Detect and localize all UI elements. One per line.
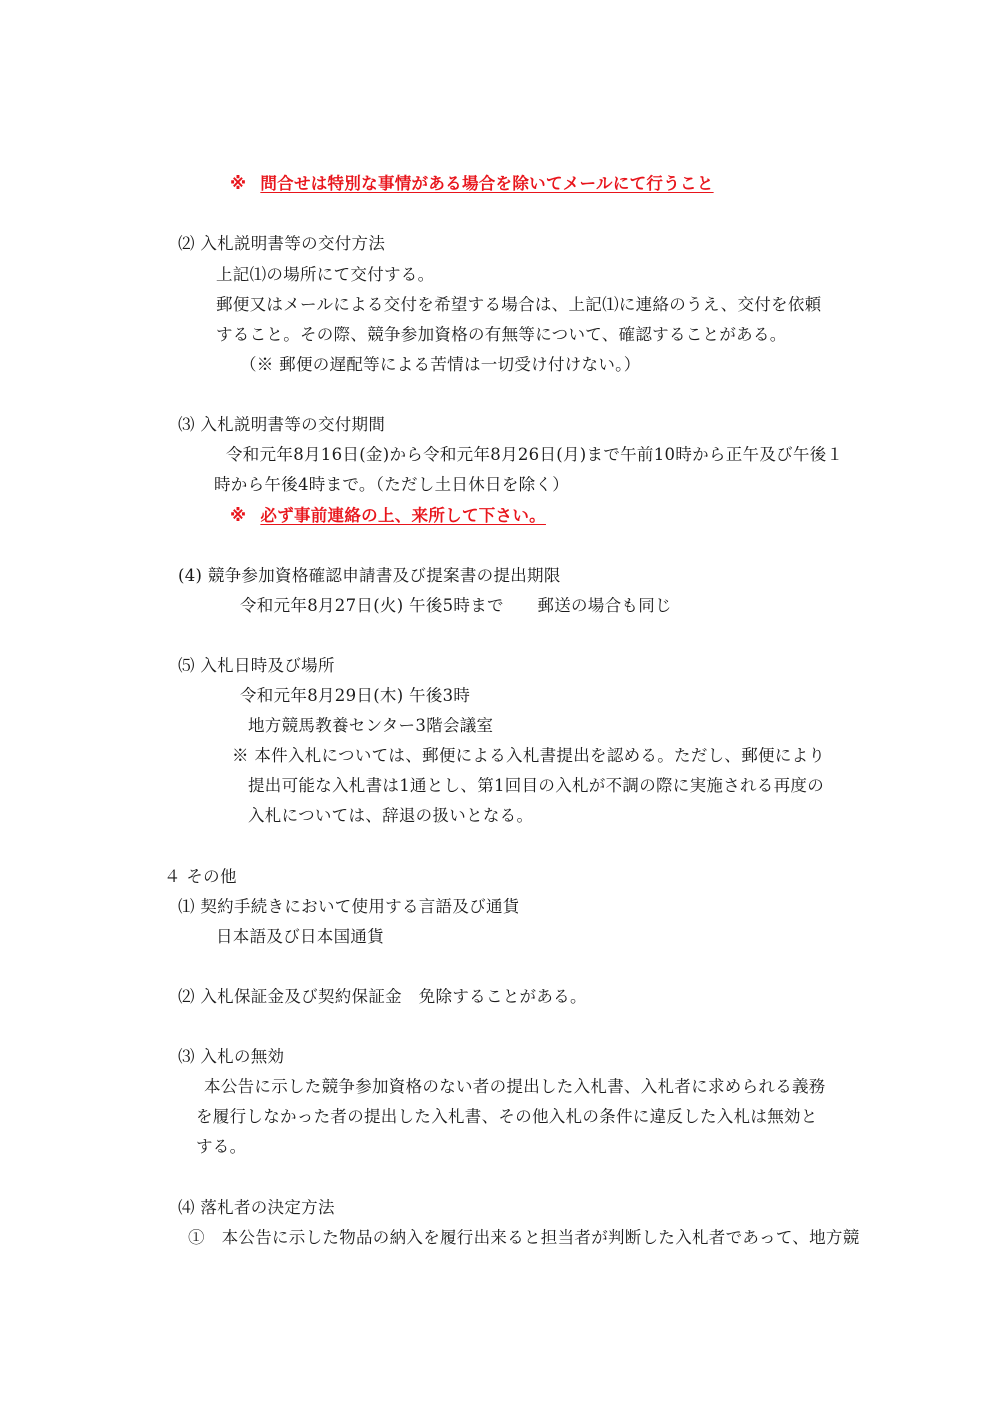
- section-5-line-4: 提出可能な入札書は1通とし、第1回目の入札が不調の際に実施される再度の: [248, 776, 824, 795]
- section-4-line: 令和元年8月27日(火) 午後5時まで 郵送の場合も同じ: [240, 596, 672, 615]
- section-5-line-5: 入札については、辞退の扱いとなる。: [248, 806, 534, 825]
- part-4-s3-heading: ⑶ 入札の無効: [178, 1047, 285, 1066]
- section-2-line-4: （※ 郵便の遅配等による苦情は一切受け付けない。）: [240, 355, 641, 374]
- part-4-s4-item-1: ① 本公告に示した物品の納入を履行出来ると担当者が判断した入札者であって、地方競: [188, 1228, 860, 1247]
- section-2-heading: ⑵ 入札説明書等の交付方法: [178, 234, 386, 253]
- part-4-s3-line-1: 本公告に示した競争参加資格のない者の提出した入札書、入札者に求められる義務: [204, 1077, 826, 1096]
- inquiry-notice: [230, 173, 714, 195]
- part-4-s3-line-2: を履行しなかった者の提出した入札書、その他入札の条件に違反した入札は無効と: [196, 1107, 818, 1126]
- section-5-line-1: 令和元年8月29日(木) 午後3時: [240, 686, 471, 705]
- inquiry-notice-text: 問合せは特別な事情がある場合を除いてメールにて行うこと: [260, 174, 714, 193]
- section-5-line-2: 地方競馬教養センター3階会議室: [248, 716, 494, 735]
- notice-mark: ※: [230, 174, 247, 193]
- notice-mark: ※: [230, 506, 247, 525]
- section-2-line-1: 上記⑴の場所にて交付する。: [216, 265, 435, 284]
- visit-notice: [230, 505, 546, 527]
- part-4-s1-heading: ⑴ 契約手続きにおいて使用する言語及び通貨: [178, 897, 520, 916]
- part-4-s2-heading: ⑵ 入札保証金及び契約保証金 免除することがある。: [178, 987, 587, 1006]
- part-4-s4-heading: ⑷ 落札者の決定方法: [178, 1198, 335, 1217]
- section-3-line-2: 時から午後4時まで。（ただし土日休日を除く）: [214, 475, 570, 494]
- section-5-line-3: ※ 本件入札については、郵便による入札書提出を認める。ただし、郵便により: [232, 746, 826, 765]
- section-4-heading: (4) 競争参加資格確認申請書及び提案書の提出期限: [178, 566, 561, 585]
- section-5-heading: ⑸ 入札日時及び場所: [178, 656, 335, 675]
- section-2-line-2: 郵便又はメールによる交付を希望する場合は、上記⑴に連絡のうえ、交付を依頼: [216, 295, 822, 314]
- section-3-heading: ⑶ 入札説明書等の交付期間: [178, 415, 386, 434]
- part-4-s1-line: 日本語及び日本国通貨: [216, 927, 384, 946]
- part-4-heading: ４ その他: [164, 867, 237, 886]
- visit-notice-text: 必ず事前連絡の上、来所して下さい。: [260, 506, 546, 525]
- part-4-s3-line-3: する。: [196, 1137, 247, 1156]
- section-2-line-3: すること。その際、競争参加資格の有無等について、確認することがある。: [216, 325, 787, 344]
- section-3-line-1: 令和元年8月16日(金)から令和元年8月26日(月)まで午前10時から正午及び午後１: [226, 445, 844, 464]
